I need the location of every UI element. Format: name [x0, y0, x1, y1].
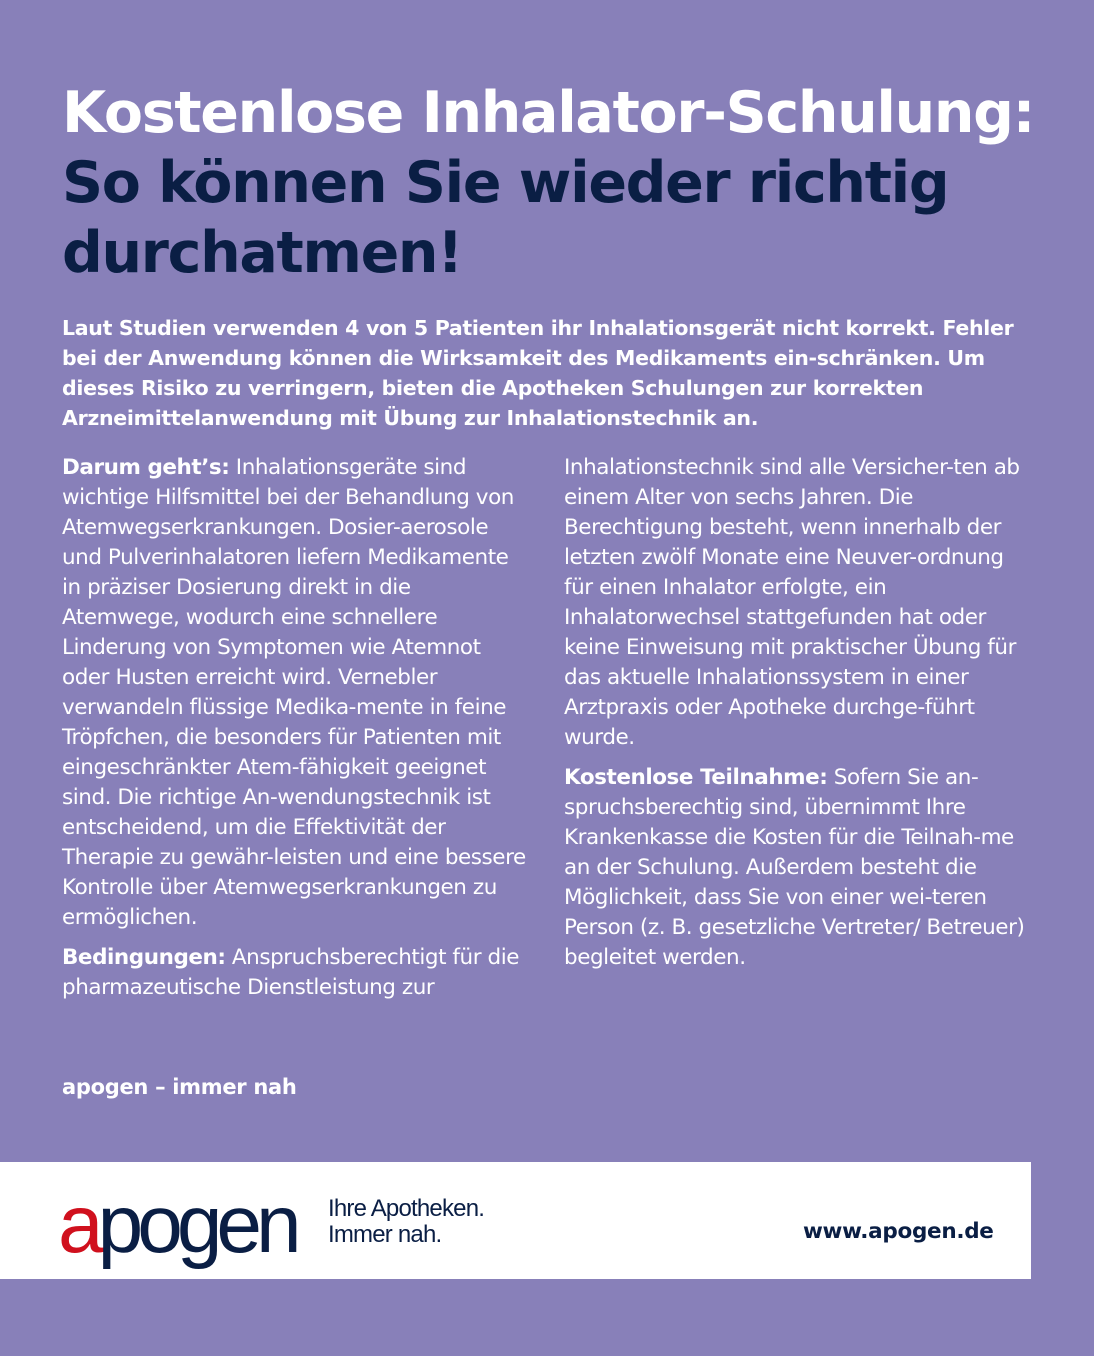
section-bedingungen-text: Anspruchsberechtigt für die pharmazeutische Dienstleistung zur: [62, 945, 519, 1000]
logo-letters-pogen: pogen: [97, 1179, 296, 1270]
section-bedingungen-heading: Bedingungen:: [62, 945, 226, 970]
section-bedingungen-continued: Inhalationstechnik sind alle Versicher-ten ab einem Alter von sechs Jahren. Die Berechtigung besteht, wenn innerhalb der letzten zwölf Monate eine Neuver-ordnung für einen Inhalator erfolgte, ein Inhalatorwechsel stattgefunden hat oder keine Einweisung mit praktischer Übung für das aktuelle Inhalationssystem in einer Arztpraxis oder Apotheke durchge-führt wurde.: [564, 455, 1020, 750]
slogan-line-1: Ihre Apotheken.: [328, 1195, 485, 1222]
headline: [62, 78, 1072, 288]
headline-line-2: So können Sie wieder richtig durchatmen!: [62, 150, 949, 286]
section-teilnahme-text: Sofern Sie an-spruchsberechtig sind, übernimmt Ihre Krankenkasse die Kosten für die Teilnah-me an der Schulung. Außerdem besteht die Möglichkeit, dass Sie von einer wei-teren Person (z. B. gesetzliche Vertreter/ Betreuer) begleitet werden.: [564, 765, 1025, 970]
column-left: [62, 453, 532, 1013]
lead-paragraph: Laut Studien verwenden 4 von 5 Patienten ihr Inhalationsgerät nicht korrekt. Fehler bei der Anwendung können die Wirksamkeit des Medikaments ein-schränken. Um dieses Risiko zu verringern, bieten die Apotheken Schulungen zur korrekten Arzneimittelanwendung mit Übung zur Inhalationstechnik an.: [62, 316, 1014, 430]
website-link[interactable]: www.apogen.de: [803, 1219, 994, 1244]
tagline: apogen – immer nah: [62, 1075, 297, 1099]
slogan-line-2: Immer nah.: [328, 1221, 442, 1248]
section-teilnahme: [564, 763, 1034, 973]
section-teilnahme-heading: Kostenlose Teilnahme:: [564, 765, 828, 790]
headline-line-1: Kostenlose Inhalator-Schulung:: [62, 80, 1035, 146]
section-darum: [62, 453, 532, 933]
logo-letter-a: a: [58, 1179, 98, 1270]
apogen-logo: [58, 1179, 296, 1270]
section-darum-text: Inhalationsgeräte sind wichtige Hilfsmittel bei der Behandlung von Atemwegserkrankungen. Dosier-aerosole und Pulverinhalatoren liefern Medikamente in präziser Dosierung direkt in die Atemwege, wodurch eine schnellere Linderung von Symptomen wie Atemnot oder Husten erreicht wird. Vernebler verwandeln flüssige Medika-mente in feine Tröpfchen, die besonders für Patienten mit eingeschränkter Atem-fähigkeit geeignet sind. Die richtige An-wendungstechnik ist entscheidend, um die Effektivität der Therapie zu gewähr-leisten und eine bessere Kontrolle über Atemwegserkrankungen zu ermöglichen.: [62, 455, 526, 930]
section-darum-heading: Darum geht’s:: [62, 455, 230, 480]
footer-slogan: [328, 1196, 484, 1248]
section-bedingungen: [62, 943, 532, 1003]
column-right: [564, 453, 1034, 983]
